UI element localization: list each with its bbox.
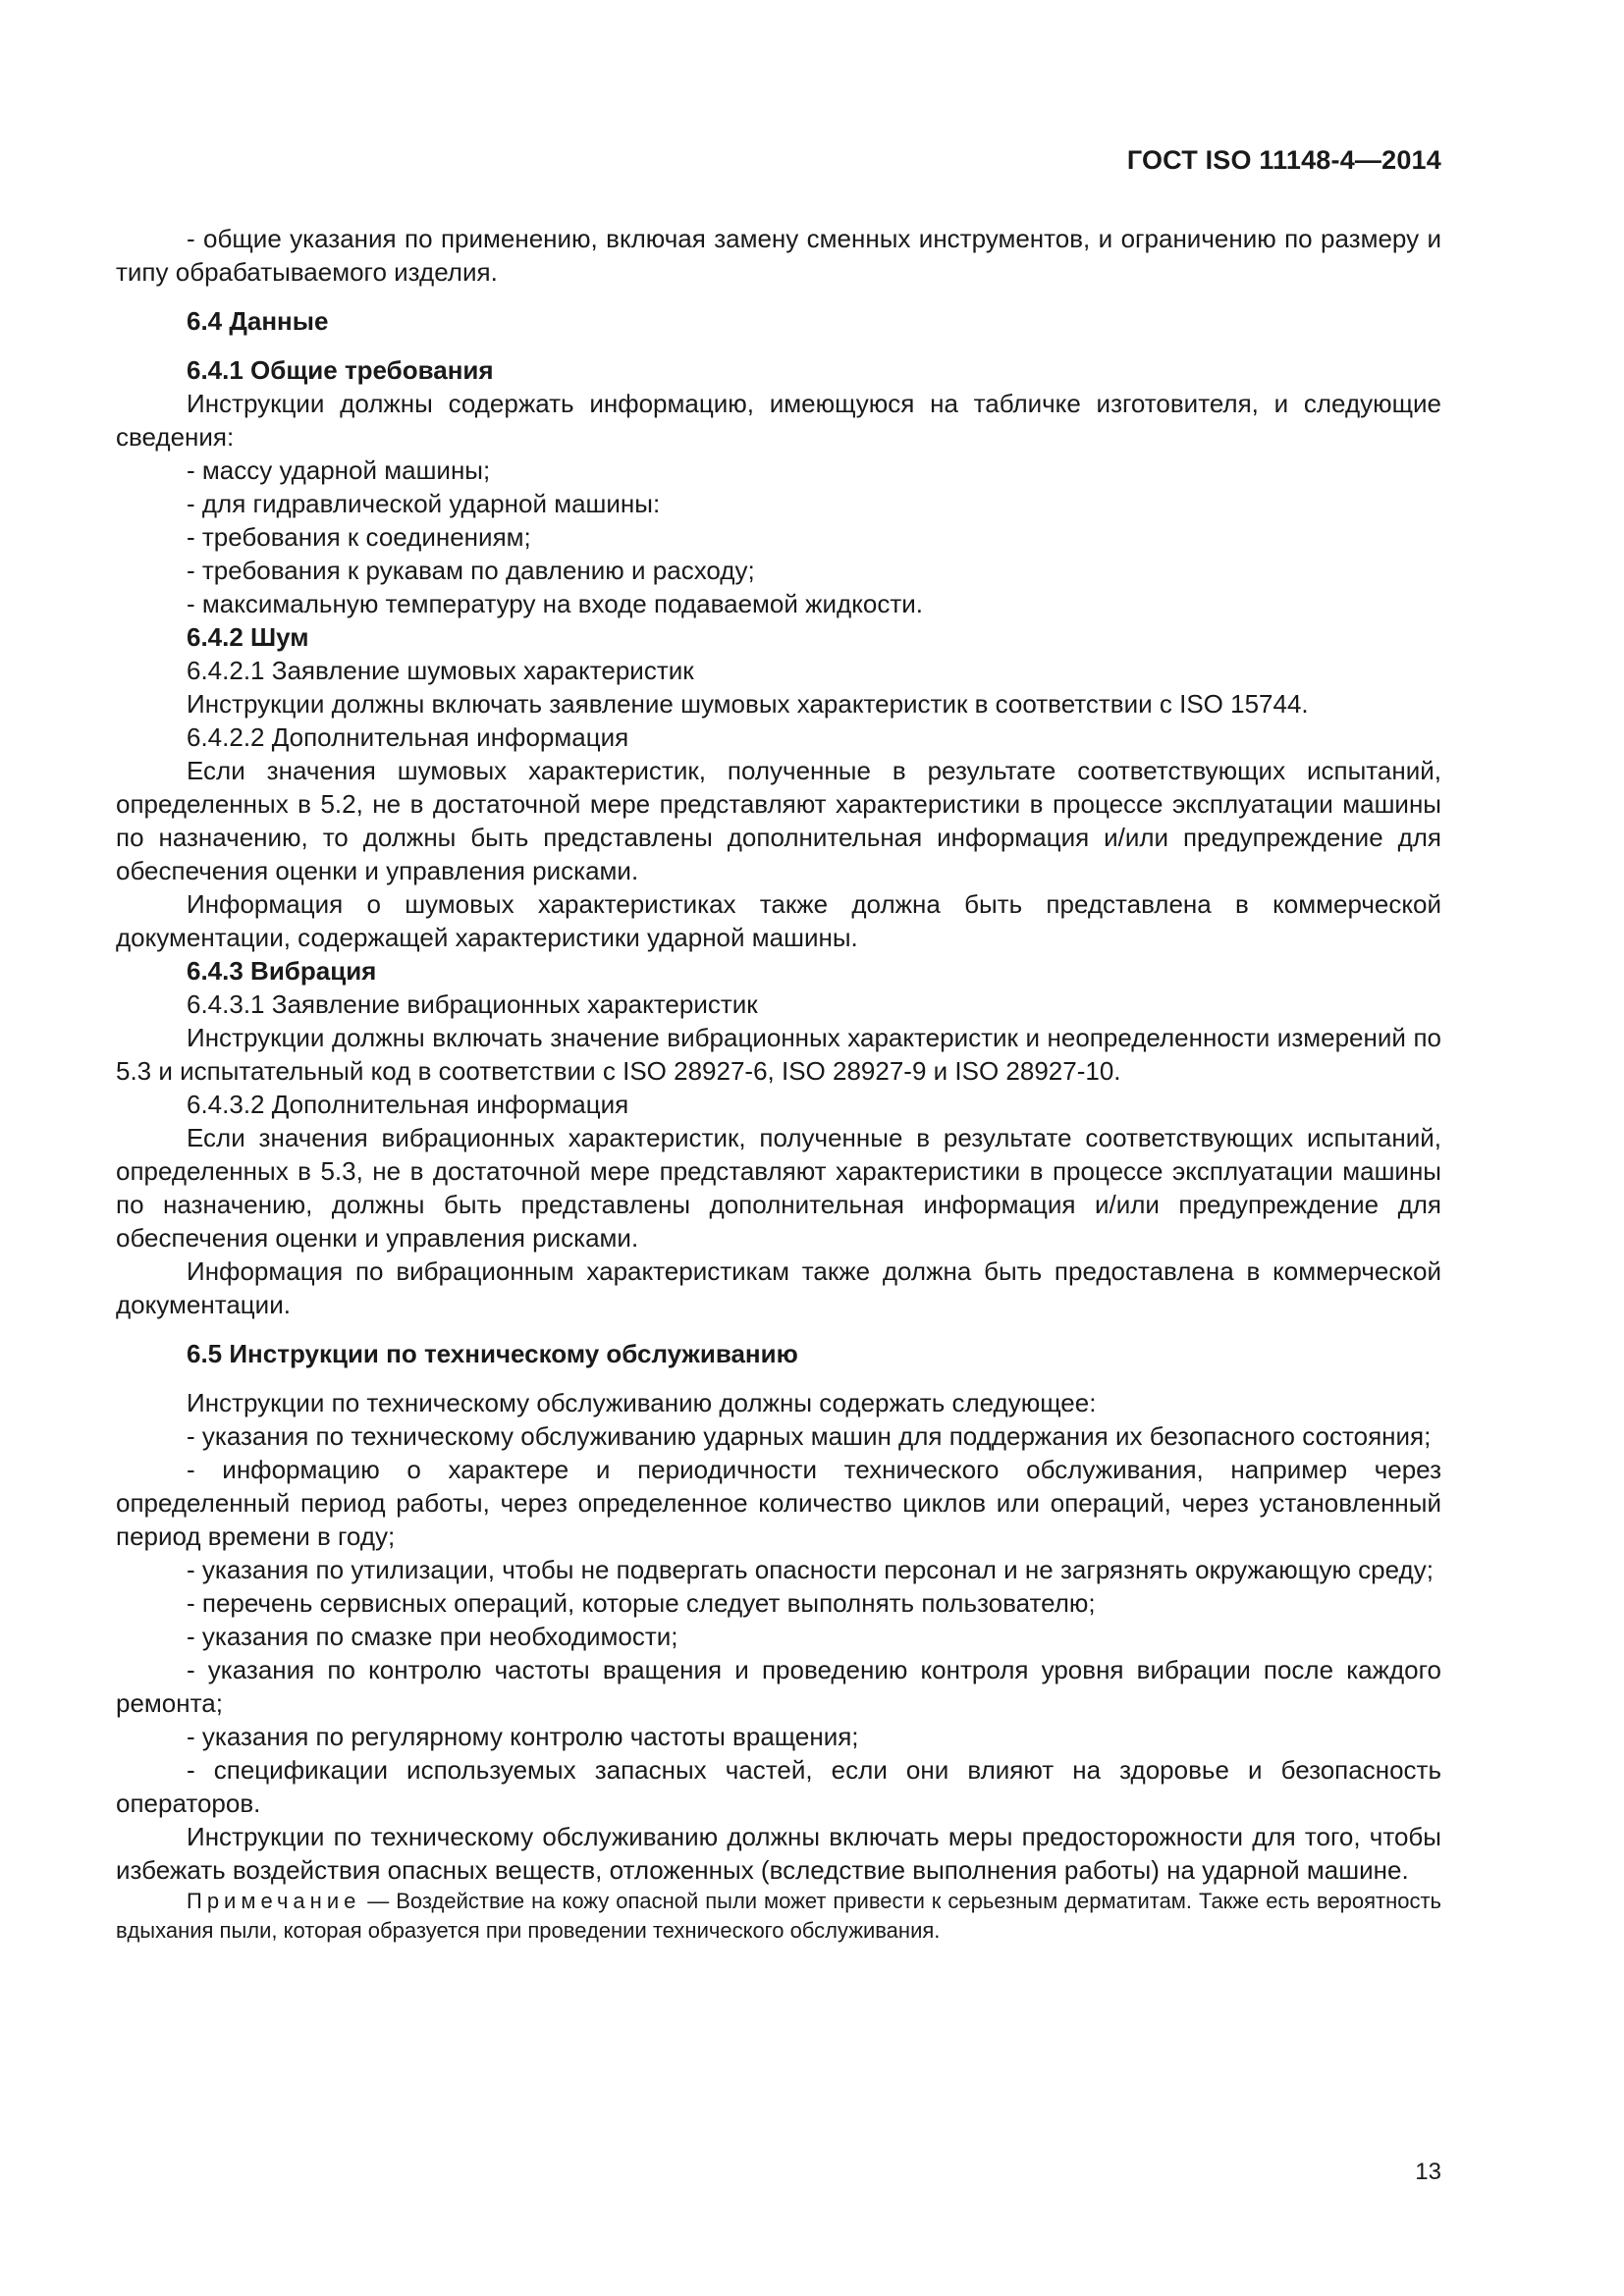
body-paragraph: Информация по вибрационным характеристикам также должна быть предоставлена в коммерческой документации. <box>116 1256 1441 1319</box>
subsection-heading: 6.4.3.2 Дополнительная информация <box>187 1090 629 1119</box>
subsection-heading: 6.4.2.1 Заявление шумовых характеристик <box>187 656 694 685</box>
body-paragraph: Если значения вибрационных характеристик, полученные в результате соответствующих испытаний, определенных в 5.3, не в достаточной мере представляют характеристики в процессе эксплуатации машины по назначению, должны быть представлены дополнительная информация и/или предупреждение для обеспечения оценки и управления рисками. <box>116 1123 1441 1253</box>
section-heading-6-4-2: 6.4.2 Шум <box>187 622 309 652</box>
note-text: — Воздействие на кожу опасной пыли может привести к серьезным дерматитам. Также есть вероятность вдыхания пыли, которая образуется при проведении технического обслуживания. <box>116 1889 1441 1943</box>
body-paragraph: Информация о шумовых характеристиках также должна быть представлена в коммерческой документации, содержащей характеристики ударной машины. <box>116 889 1441 952</box>
list-item: - указания по техническому обслуживанию ударных машин для поддержания их безопасного состояния; <box>187 1421 1432 1451</box>
body-paragraph: Инструкции должны включать заявление шумовых характеристик в соответствии с ISO 15744. <box>187 689 1309 719</box>
list-item: - информацию о характере и периодичности технического обслуживания, например через определенный период работы, через определенное количество циклов или операций, через установленный период времени в году; <box>116 1455 1441 1551</box>
list-item: - общие указания по применению, включая замену сменных инструментов, и ограничению по размеру и типу обрабатываемого изделия. <box>116 224 1441 287</box>
body-paragraph: Инструкции должны содержать информацию, имеющуюся на табличке изготовителя, и следующие сведения: <box>116 389 1441 452</box>
list-item: - указания по смазке при необходимости; <box>187 1622 678 1651</box>
list-item: - требования к соединениям; <box>187 522 531 552</box>
list-item: - перечень сервисных операций, которые следует выполнять пользователю; <box>187 1588 1096 1618</box>
list-item: - массу ударной машины; <box>187 455 491 485</box>
subsection-heading: 6.4.2.2 Дополнительная информация <box>187 722 629 752</box>
section-heading-6-4: 6.4 Данные <box>187 306 329 336</box>
list-item: - указания по регулярному контролю частоты вращения; <box>187 1722 859 1751</box>
list-item: - для гидравлической ударной машины: <box>187 489 661 518</box>
section-heading-6-4-1: 6.4.1 Общие требования <box>187 355 494 385</box>
page-number: 13 <box>1415 2159 1441 2185</box>
body-paragraph: Инструкции должны включать значение вибрационных характеристик и неопределенности измерений по 5.3 и испытательный код в соответствии с ISO 28927-6, ISO 28927-9 и ISO 28927-10. <box>116 1023 1441 1086</box>
note-paragraph <box>116 1887 1441 1946</box>
subsection-heading: 6.4.3.1 Заявление вибрационных характеристик <box>187 989 758 1019</box>
section-heading-6-5: 6.5 Инструкции по техническому обслуживанию <box>187 1339 798 1368</box>
list-item: - спецификации используемых запасных частей, если они влияют на здоровье и безопасность операторов. <box>116 1755 1441 1818</box>
section-heading-6-4-3: 6.4.3 Вибрация <box>187 956 377 986</box>
standard-code-header: ГОСТ ISO 11148-4—2014 <box>1126 145 1441 175</box>
body-paragraph: Инструкции по техническому обслуживанию должны включать меры предосторожности для того, чтобы избежать воздействия опасных веществ, отложенных (вследствие выполнения работы) на ударной машине. <box>116 1822 1441 1885</box>
body-paragraph: Инструкции по техническому обслуживанию должны содержать следующее: <box>187 1388 1097 1417</box>
note-label: Примечание <box>187 1889 361 1913</box>
list-item: - максимальную температуру на входе подаваемой жидкости. <box>187 589 923 618</box>
document-body <box>116 222 1441 1946</box>
list-item: - указания по утилизации, чтобы не подвергать опасности персонал и не загрязнять окружающую среду; <box>187 1555 1434 1584</box>
body-paragraph: Если значения шумовых характеристик, полученные в результате соответствующих испытаний, определенных в 5.2, не в достаточной мере представляют характеристики в процессе эксплуатации машины по назначению, то должны быть представлены дополнительная информация и/или предупреждение для обеспечения оценки и управления рисками. <box>116 756 1441 885</box>
list-item: - требования к рукавам по давлению и расходу; <box>187 556 755 585</box>
list-item: - указания по контролю частоты вращения и проведению контроля уровня вибрации после каждого ремонта; <box>116 1655 1441 1718</box>
